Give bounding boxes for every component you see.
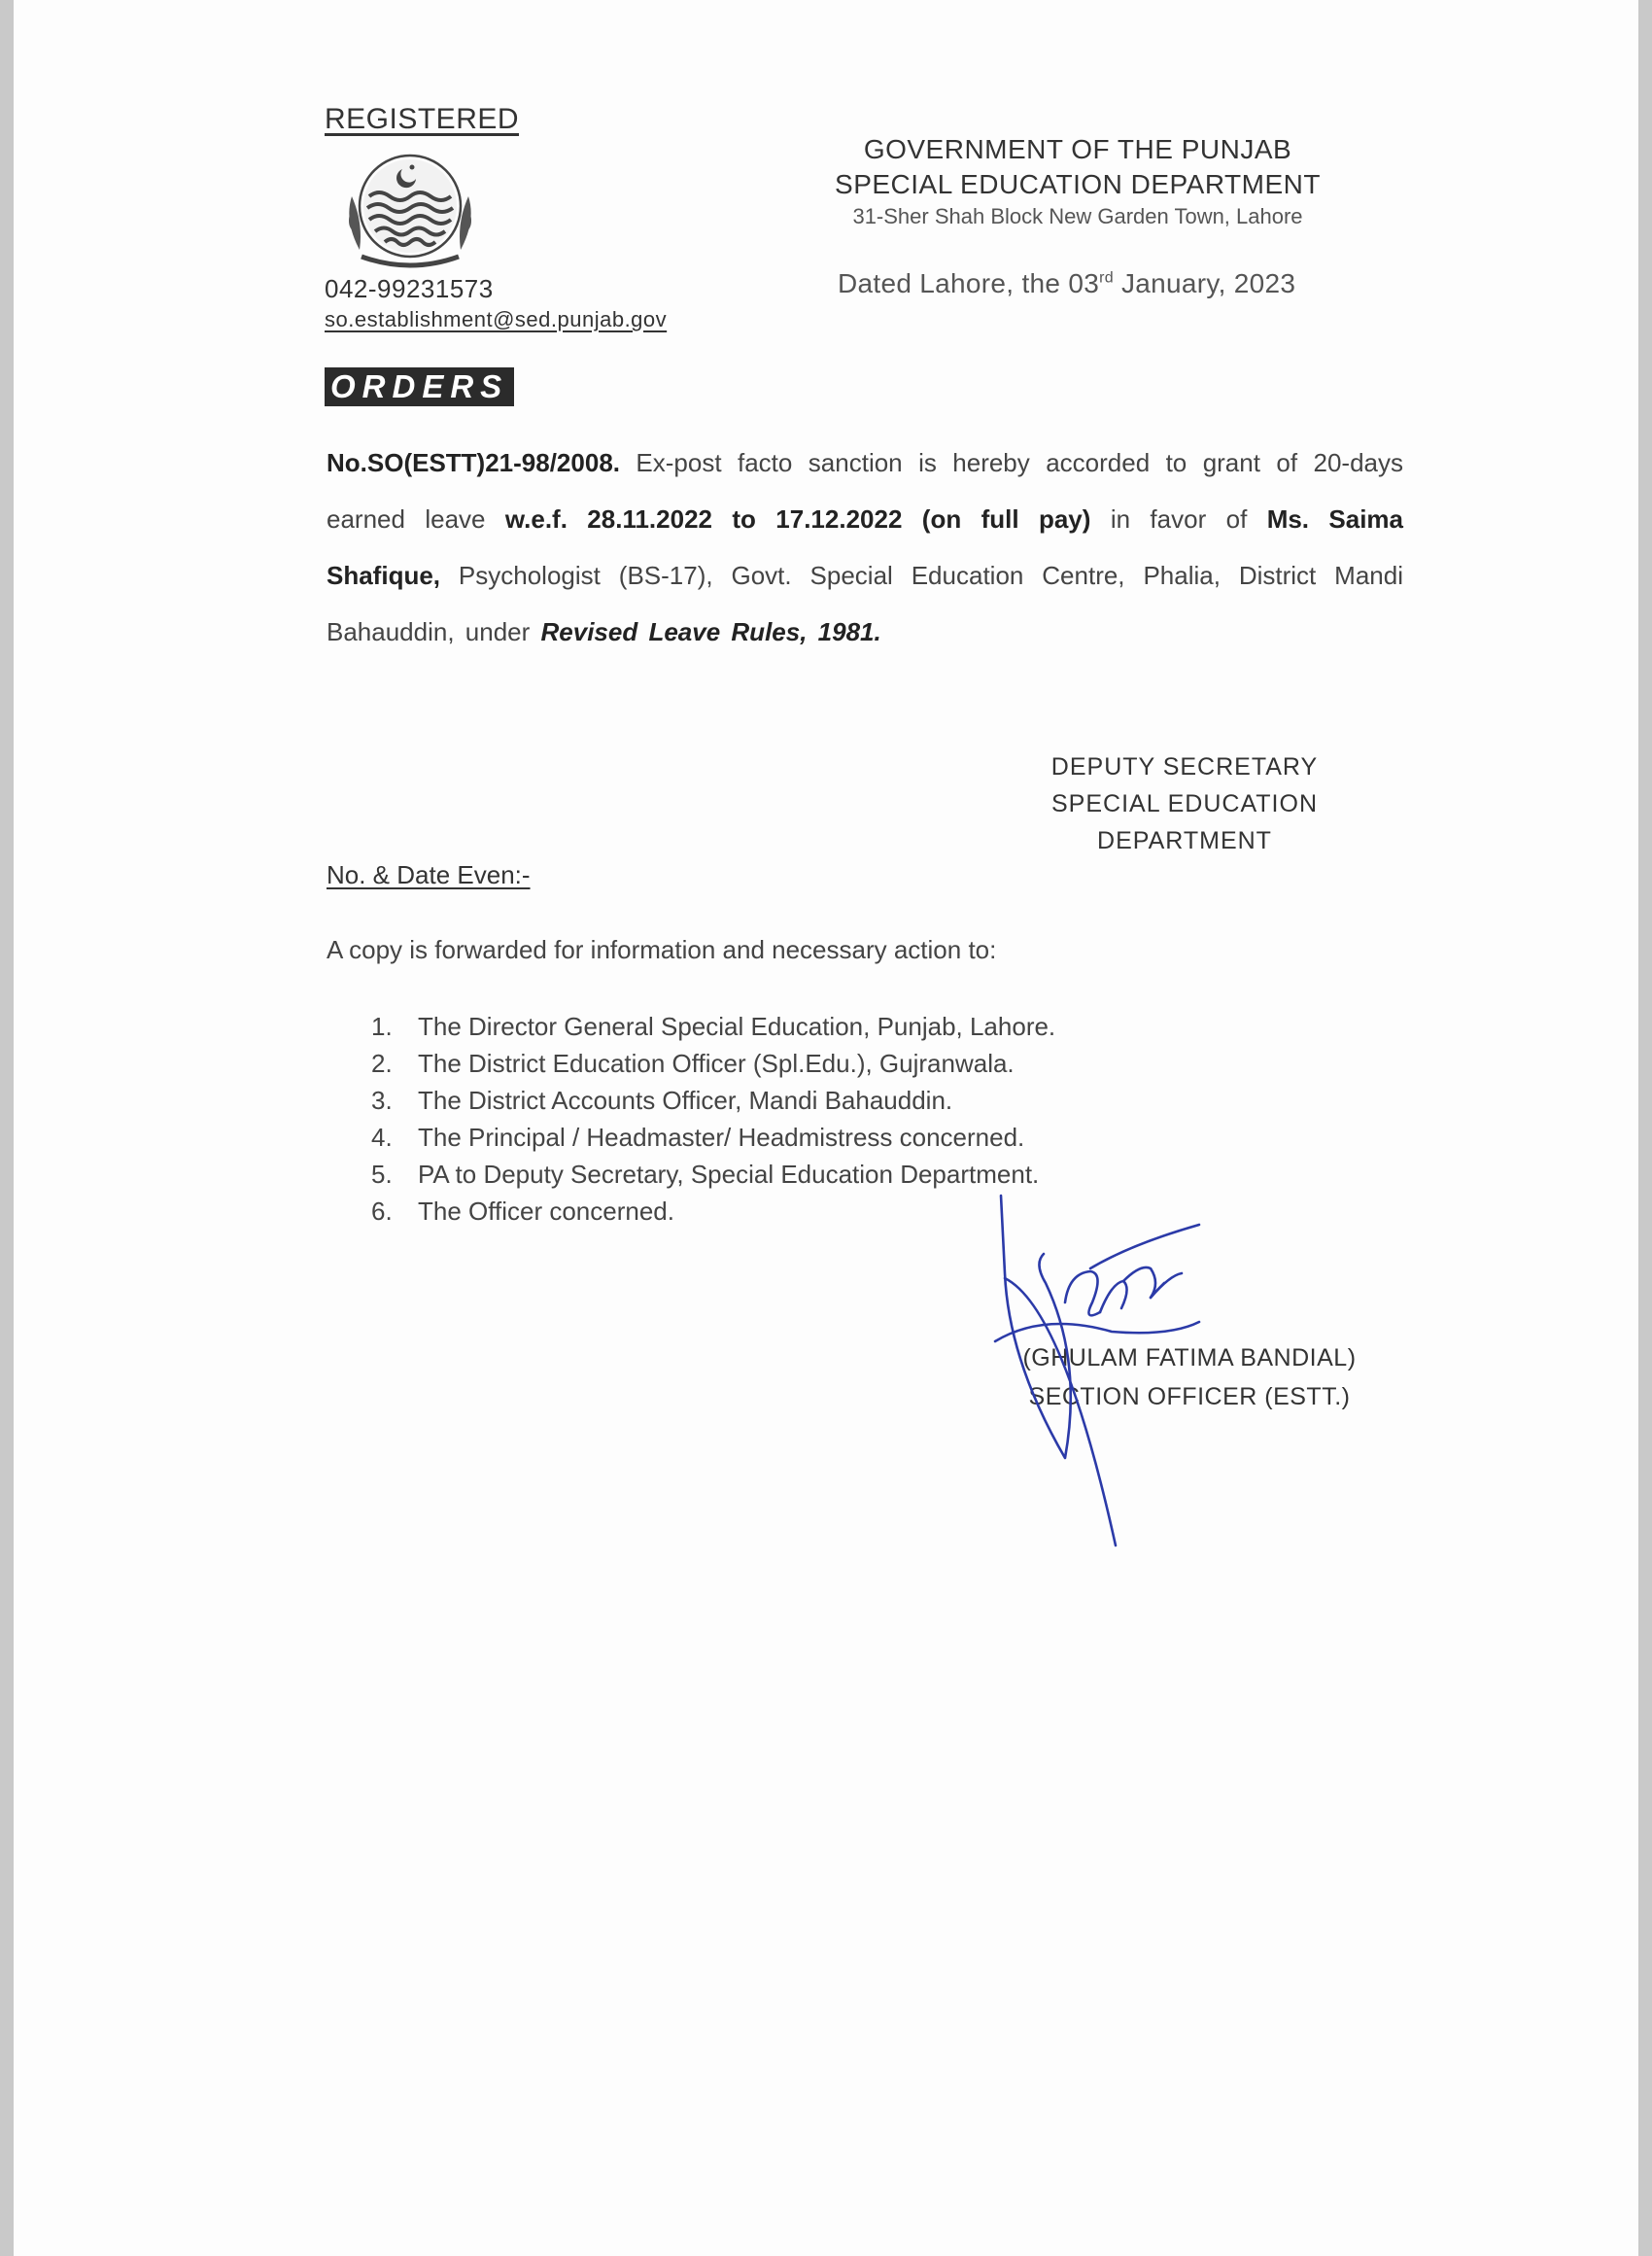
department-title: SPECIAL EDUCATION DEPARTMENT — [835, 169, 1321, 199]
order-text-3: Psychologist (BS-17), Govt. Special Education Centre, Phalia, District Mandi Bahauddin, under — [327, 561, 1403, 646]
order-paragraph — [327, 434, 1403, 660]
list-item: 6. The Officer concerned. — [371, 1197, 674, 1226]
order-text-2: in favor of — [1090, 504, 1267, 534]
employee-name: Ms. Saima Shafique, — [327, 504, 1404, 590]
date-line — [838, 268, 1295, 299]
date-suffix-sup: rd — [1099, 269, 1114, 287]
signatory-name: (GHULAM FATIMA BANDIAL) — [1022, 1344, 1357, 1371]
deputy-line-1: DEPUTY SECRETARY — [1050, 753, 1319, 781]
list-item: 3. The District Accounts Officer, Mandi Bahauddin. — [371, 1086, 953, 1115]
department-header — [791, 132, 1364, 231]
deputy-line-2: SPECIAL EDUCATION — [1051, 790, 1318, 817]
copy-forward-intro: A copy is forwarded for information and necessary action to: — [327, 935, 997, 964]
department-address: 31-Sher Shah Block New Garden Town, Lahore — [852, 204, 1303, 228]
distribution-list — [371, 1008, 1055, 1230]
list-item: 4. The Principal / Headmaster/ Headmistress concerned. — [371, 1123, 1025, 1152]
punjab-emblem-icon — [332, 148, 488, 274]
orders-banner: ORDERS — [325, 367, 514, 406]
phone-number: 042-99231573 — [325, 274, 494, 303]
date-prefix: Dated Lahore, the 03 — [838, 268, 1100, 298]
order-period: w.e.f. 28.11.2022 to 17.12.2022 (on full pay) — [504, 504, 1091, 534]
order-ref-no: No.SO(ESTT)21-98/2008. — [327, 448, 620, 477]
signature-icon — [976, 1166, 1267, 1555]
no-date-even-heading: No. & Date Even:- — [327, 860, 531, 889]
list-item: 2. The District Education Officer (Spl.Edu.), Gujranwala. — [371, 1049, 1015, 1078]
leave-rules: Revised Leave Rules, 1981. — [540, 617, 881, 646]
list-item: 1. The Director General Special Education, Punjab, Lahore. — [371, 1012, 1056, 1041]
date-month-year: January, 2023 — [1113, 268, 1296, 298]
signatory-designation: SECTION OFFICER (ESTT.) — [1028, 1383, 1351, 1410]
deputy-secretary-block — [1015, 748, 1355, 859]
order-text-1: Ex-post facto sanction is hereby accorded to grant of 20-days earned leave — [327, 448, 1403, 534]
document-page — [14, 0, 1638, 2256]
list-item: 5. PA to Deputy Secretary, Special Education Department. — [371, 1160, 1040, 1189]
deputy-line-3: DEPARTMENT — [1097, 827, 1272, 854]
government-title: GOVERNMENT OF THE PUNJAB — [863, 134, 1292, 164]
registered-label: REGISTERED — [325, 103, 520, 135]
email-address: so.establishment@sed.punjab.gov — [325, 307, 668, 331]
